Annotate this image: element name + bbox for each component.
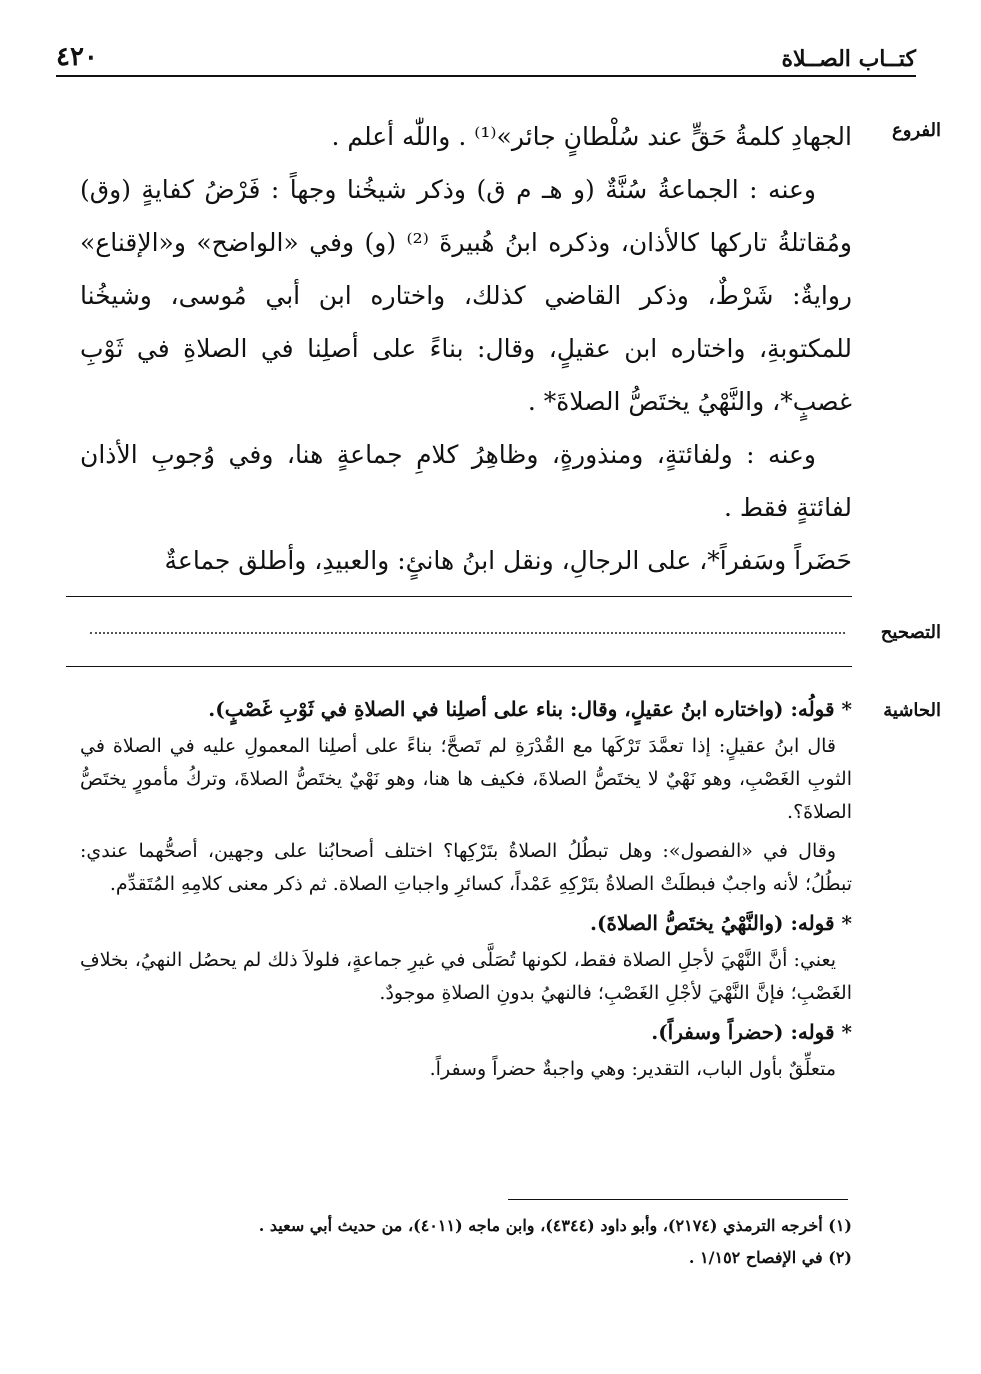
footnote: (١) أخرجه الترمذي (٢١٧٤)، وأبو داود (٤٣٤٤)، وابن ماجه (٤٠١١)، من حديث أبي سعيد . <box>258 1216 852 1235</box>
footnote: (٢) في الإفصاح ١/١٥٢ . <box>688 1248 852 1267</box>
commentary-paragraph: وقال في «الفصول»: وهل تبطُلُ الصلاةُ بتَرْكِها؟ اختلف أصحابُنا على وجهين، أصحُّهما عندي: تبطُلُ؛ لأنه واجبٌ فبطلَتْ الصلاةُ بتَرْكِهِ عَمْداً، كسائرِ واجباتِ الصلاة. ثم ذكر معنى كلامِهِ المُتَقدِّم. <box>80 840 852 895</box>
qawluh-heading: * قوله: (والنَّهْيُ يختَصُّ الصلاةَ). <box>590 911 852 935</box>
header-rule <box>56 75 916 77</box>
qawluh-heading: * قولُه: (واختاره ابنُ عقيلٍ، وقال: بناء على أصلِنا في الصلاةِ في ثَوْبِ غَصْبٍ). <box>208 697 852 721</box>
commentary-paragraph: يعني: أنَّ النَّهْيَ لأجلِ الصلاة فقط، لكونها تُصَلَّى في غيرِ جماعةٍ، فلولاَ ذلك لم يحصُل النهيُ، بخلافِ الغَصْبِ؛ فإنَّ النَّهْيَ لأجْلِ الغَصْبِ؛ فالنهيُ بدونِ الصلاةِ موجودٌ. <box>80 949 852 1004</box>
divider-top <box>66 596 852 597</box>
section-label-hashiya: الحاشية <box>883 700 941 721</box>
footnotes <box>80 1210 852 1274</box>
commentary-paragraph: متعلِّقٌ بأول الباب، التقدير: وهي واجبةٌ حضراً وسفراً. <box>429 1058 836 1080</box>
footnote-rule <box>508 1199 848 1200</box>
main-text <box>80 110 852 587</box>
tashih-dotted-line <box>90 632 845 634</box>
divider-bottom <box>66 666 852 667</box>
page-number: ٤٢٠ <box>56 42 98 72</box>
commentary-paragraph: قال ابنُ عقيلٍ: إذا تعمَّدَ تَرْكَها مع القُدْرَةِ لم تَصحَّ؛ بناءً على أصلِنا المعمولِ عليه في الصلاة في الثوبِ الغَصْبِ، وهو نَهْيٌ لا يختَصُّ الصلاةَ، فكيف ها هنا، وهو نَهْيٌ يختَصُّ الصلاةَ، وتركُ مأمورٍ يختَصُّ الصلاةَ؟. <box>80 735 852 823</box>
main-paragraph: حَضَراً وسَفراً*، على الرجالِ، ونقل ابنُ هانئٍ: والعبيدِ، وأطلق جماعةٌ <box>164 546 852 575</box>
main-paragraph: وعنه : الجماعةُ سُنَّةٌ (و هـ م ق) وذكر شيخُنا وجهاً : فَرْضُ كفايةٍ (وق) ومُقاتلةُ تاركها كالأذان، وذكره ابنُ هُبيرةَ ⁽²⁾ (و) وفي «الواضح» و«الإقناع» روايةٌ: شَرْطٌ، وذكر القاضي كذلك، واختاره ابن أبي مُوسى، وشيخُنا للمكتوبةِ، واختاره ابن عقيلٍ، وقال: بناءً على أصلِنا في الصلاةِ في ثَوْبِ غصبٍ*، والنَّهْيُ يختَصُّ الصلاةَ* . <box>80 175 852 416</box>
section-label-furu: الفروع <box>892 120 941 141</box>
page-header <box>56 38 916 72</box>
qawluh-heading: * قوله: (حضراً وسفراً). <box>651 1020 852 1044</box>
section-label-tashih: التصحيح <box>880 622 941 643</box>
main-paragraph: الجهادِ كلمةُ حَقٍّ عند سُلْطانٍ جائر»⁽¹⁾ . واللّٰه أعلم . <box>331 122 852 151</box>
main-paragraph: وعنه : ولفائتةٍ، ومنذورةٍ، وظاهِرُ كلامِ جماعةٍ هنا، وفي وُجوبِ الأذان لفائتةٍ فقط . <box>80 440 852 522</box>
hashiya-text <box>80 690 852 1092</box>
running-title: كتــاب الصــلاة <box>781 46 916 72</box>
